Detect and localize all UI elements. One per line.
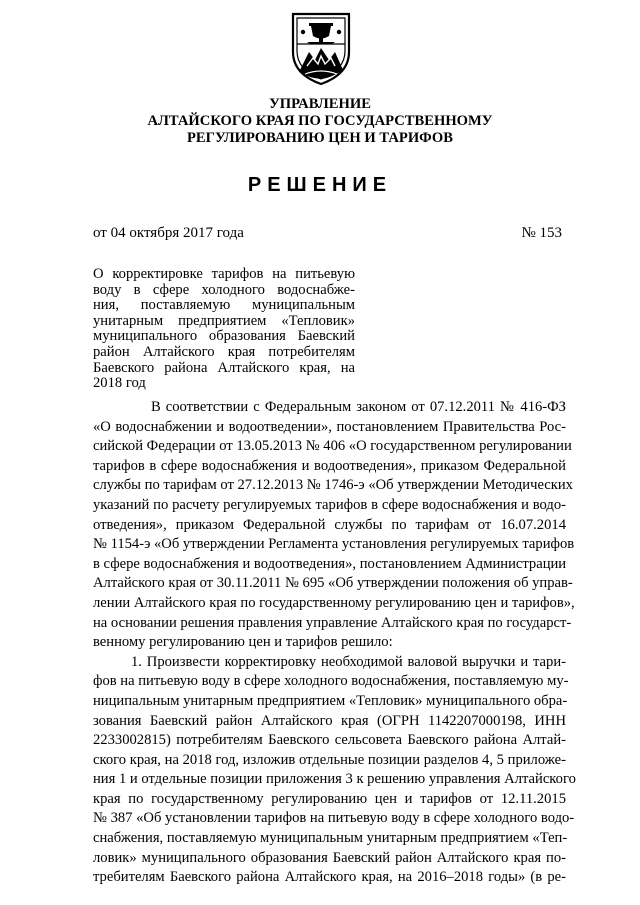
authority-line-1: УПРАВЛЕНИЕ [269, 96, 371, 112]
body-line: венному регулированию цен и тарифов решило: [93, 634, 393, 651]
body-line: ского края, на 2018 год, изложив отдельные позиции разделов 4, 5 приложе- [93, 751, 566, 768]
body-line: края по государственному регулированию цен и тарифов от 12.11.2015 [93, 790, 566, 807]
document-date: от 04 октября 2017 года [93, 225, 244, 241]
subject-line: район Алтайского края потребителям [93, 343, 355, 360]
body-line: В соответствии с Федеральным законом от 07.12.2011 № 416-ФЗ [151, 399, 566, 415]
body-line: отведения», приказом Федеральной службы по тарифам от 16.07.2014 [93, 516, 566, 533]
altai-krai-coat-of-arms-icon [285, 8, 357, 88]
document-number: № 153 [521, 225, 562, 241]
body-line: 1. Произвести корректировку необходимой валовой выручки и тари- [131, 653, 566, 670]
body-line: зования Баевский район Алтайского края (ОГРН 1142207000198, ИНН [93, 712, 566, 729]
body-line: ловик» муниципального образования Баевский район Алтайского края по- [93, 849, 566, 866]
subject-line: Баевского района Алтайского края, на [93, 359, 355, 376]
body-line: на основании решения правления управление Алтайского края по государст- [93, 614, 572, 631]
subject-line: муниципального образования Баевский [93, 328, 355, 345]
subject-line: ния, поставляемую муниципальным [93, 297, 355, 314]
document-body [93, 398, 576, 888]
body-line: 2233002815) потребителям Баевского сельсовета Баевского района Алтай- [93, 732, 566, 749]
subject-line: воду в сфере холодного водоснабже- [93, 281, 355, 298]
authority-line-2: АЛТАЙСКОГО КРАЯ ПО ГОСУДАРСТВЕННОМУ [147, 113, 493, 129]
body-line: ниципальным унитарным предприятием «Тепловик» муниципального обра- [93, 692, 568, 709]
authority-line-3: РЕГУЛИРОВАНИЮ ЦЕН И ТАРИФОВ [187, 130, 453, 146]
body-line: фов на питьевую воду в сфере холодного водоснабжения, поставляемую му- [93, 673, 569, 690]
body-line: лении Алтайского края по государственному регулированию цен и тарифов», [93, 594, 575, 611]
subject-line: унитарным предприятием «Тепловик» [93, 312, 355, 329]
body-line: тарифов в сфере водоснабжения и водоотведения», приказом Федеральной [93, 457, 566, 474]
issuing-authority [90, 96, 550, 147]
body-line: № 1154-э «Об утверждении Регламента установления регулируемых тарифов [93, 536, 575, 553]
body-line: снабжения, поставляемую муниципальным унитарным предприятием «Теп- [93, 830, 568, 847]
body-line: сийской Федерации от 13.05.2013 № 406 «О государственном регулировании [93, 438, 572, 455]
body-line: «О водоснабжении и водоотведении», постановлением Правительства Рос- [93, 418, 566, 435]
body-line: № 387 «Об установлении тарифов на питьевую воду в сфере холодного водо- [93, 810, 575, 827]
body-line: указаний по расчету регулируемых тарифов в сфере водоснабжения и водо- [93, 496, 566, 513]
body-line: в сфере водоснабжения и водоотведения», постановлением Администрации [93, 555, 567, 572]
body-line: службы по тарифам от 27.12.2013 № 1746-э «Об утверждении Методических [93, 477, 573, 494]
body-line: ния 1 и отдельные позиции приложения 3 к решению управления Алтайского [93, 771, 576, 788]
body-line: требителям Баевского района Алтайского края, на 2016–2018 годы» (в ре- [93, 869, 566, 886]
body-line: Алтайского края от 30.11.2011 № 695 «Об утверждении положения об управ- [93, 575, 573, 592]
document-type-title: РЕШЕНИЕ [247, 174, 393, 196]
document-subject [93, 267, 355, 392]
subject-line: 2018 год [93, 375, 146, 392]
subject-line: О корректировке тарифов на питьевую [93, 266, 355, 282]
